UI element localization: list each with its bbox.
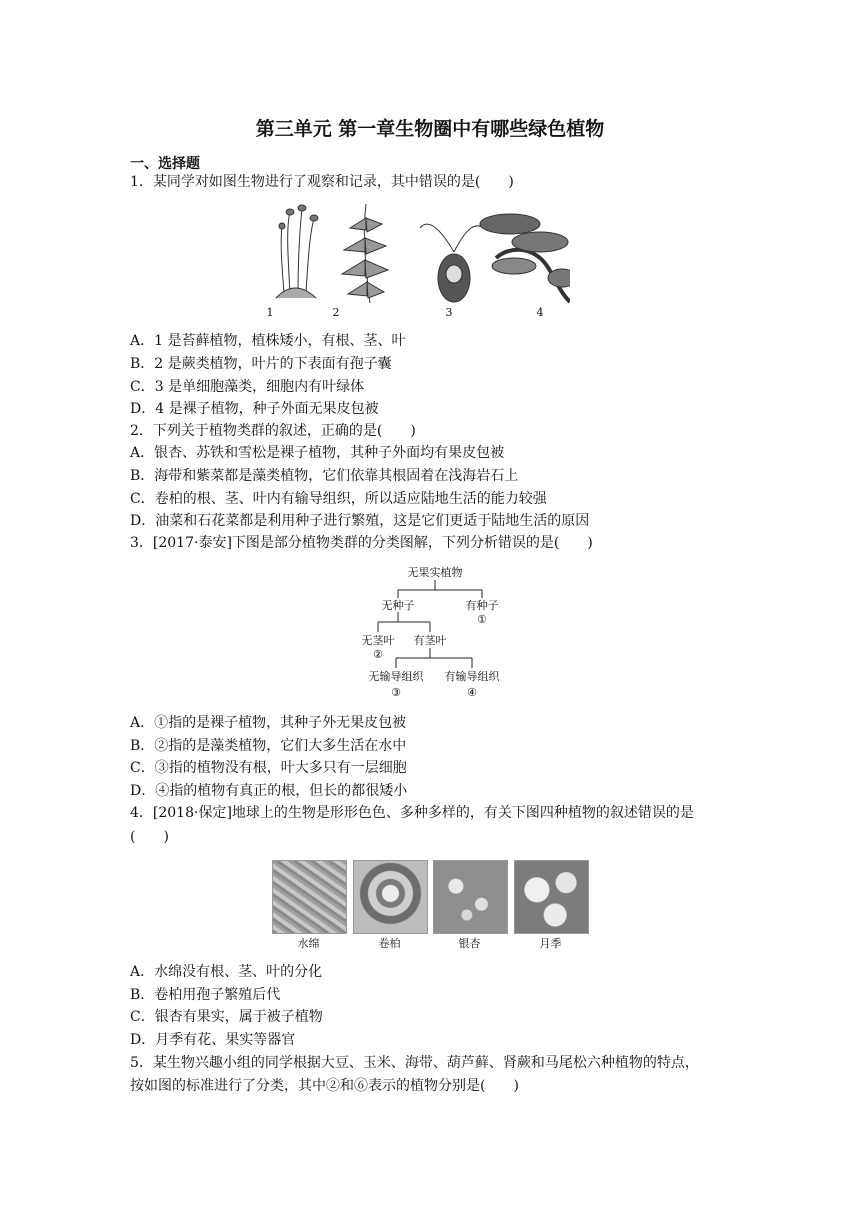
rose-photo: [514, 860, 589, 934]
q4-stem-line1: 4．[2018·保定]地球上的生物是形形色色、多种多样的，有关下图四种植物的叙述错误的是: [130, 805, 694, 821]
q4-option-a: A．水绵没有根、茎、叶的分化: [130, 964, 323, 980]
tree-no-stem-leaf: 无茎叶: [361, 634, 395, 647]
q2-option-c: C．卷柏的根、茎、叶内有输导组织，所以适应陆地生活的能力较强: [130, 491, 547, 507]
q5-stem-line1: 5．某生物兴趣小组的同学根据大豆、玉米、海带、葫芦藓、肾蕨和马尾松六种植物的特点，: [130, 1055, 699, 1071]
q1-option-a: A．1 是苔藓植物，植株矮小，有根、茎、叶: [130, 333, 406, 349]
q4-option-c: C．银杏有果实，属于被子植物: [130, 1009, 323, 1025]
q1-stem: 1．某同学对如图生物进行了观察和记录，其中错误的是( ): [130, 174, 514, 190]
photo-label-rose: 月季: [539, 937, 562, 950]
fig-label-4: 4: [536, 306, 544, 319]
q4-stem-line2: ( ): [130, 829, 169, 845]
tree-has-seed: 有种子: [465, 599, 499, 612]
q1-option-d: D．4 是裸子植物，种子外面无果皮包被: [130, 401, 379, 417]
tree-mark-1: ①: [477, 613, 487, 626]
page-title: 第三单元 第一章生物圈中有哪些绿色植物: [255, 118, 605, 140]
q4-option-b: B．卷柏用孢子繁殖后代: [130, 987, 281, 1003]
q3-option-d: D．④指的植物有真正的根，但长的都很矮小: [130, 783, 408, 799]
tree-has-vascular: 有输导组织: [444, 670, 500, 683]
fig-label-3: 3: [445, 306, 453, 319]
fig-label-1: 1: [266, 306, 274, 319]
q3-option-c: C．③指的植物没有根，叶大多只有一层细胞: [130, 760, 407, 776]
q2-option-b: B．海带和紫菜都是藻类植物，它们依靠其根固着在浅海岩石上: [130, 468, 519, 484]
algae-cell-illustration: [420, 224, 486, 302]
spirogyra-photo: [272, 860, 347, 934]
q1-option-c: C．3 是单细胞藻类，细胞内有叶绿体: [130, 379, 365, 395]
moss-illustration: [276, 205, 318, 298]
q2-stem: 2．下列关于植物类群的叙述，正确的是( ): [130, 423, 416, 439]
photo-label-ginkgo: 银杏: [458, 937, 481, 950]
q2-option-d: D．油菜和石花菜都是利用种子进行繁殖，这是它们更适于陆地生活的原因: [130, 513, 590, 529]
tree-has-stem-leaf: 有茎叶: [413, 634, 447, 647]
tree-mark-3: ③: [391, 686, 401, 699]
q3-option-a: A．①指的是裸子植物，其种子外无果皮包被: [130, 715, 407, 731]
pine-tree-illustration: [480, 214, 570, 302]
tree-root: 无果实植物: [407, 566, 463, 579]
fig-label-2: 2: [332, 306, 340, 319]
q3-stem: 3．[2017·泰安]下图是部分植物类群的分类图解，下列分析错误的是( ): [130, 535, 593, 551]
ginkgo-photo: [433, 860, 508, 934]
q4-option-d: D．月季有花、果实等器官: [130, 1032, 296, 1048]
photo-label-spirogyra: 水绵: [297, 937, 320, 950]
classification-tree: [350, 560, 520, 706]
tree-mark-4: ④: [467, 686, 477, 699]
q1-option-b: B．2 是蕨类植物，叶片的下表面有孢子囊: [130, 356, 392, 372]
fern-illustration: [342, 204, 388, 303]
q3-option-b: B．②指的是藻类植物，它们大多生活在水中: [130, 738, 407, 754]
tree-mark-2: ②: [373, 648, 383, 661]
selaginella-photo: [353, 860, 428, 934]
q2-option-a: A．银杏、苏铁和雪松是裸子植物，其种子外面均有果皮包被: [130, 445, 505, 461]
photo-label-selaginella: 卷柏: [378, 937, 401, 950]
tree-no-seed: 无种子: [381, 599, 415, 612]
q1-figure: [270, 198, 570, 320]
tree-no-vascular: 无输导组织: [368, 670, 424, 683]
q5-stem-line2: 按如图的标准进行了分类，其中②和⑥表示的植物分别是( ): [130, 1078, 519, 1094]
section-heading: 一、选择题: [130, 156, 200, 172]
